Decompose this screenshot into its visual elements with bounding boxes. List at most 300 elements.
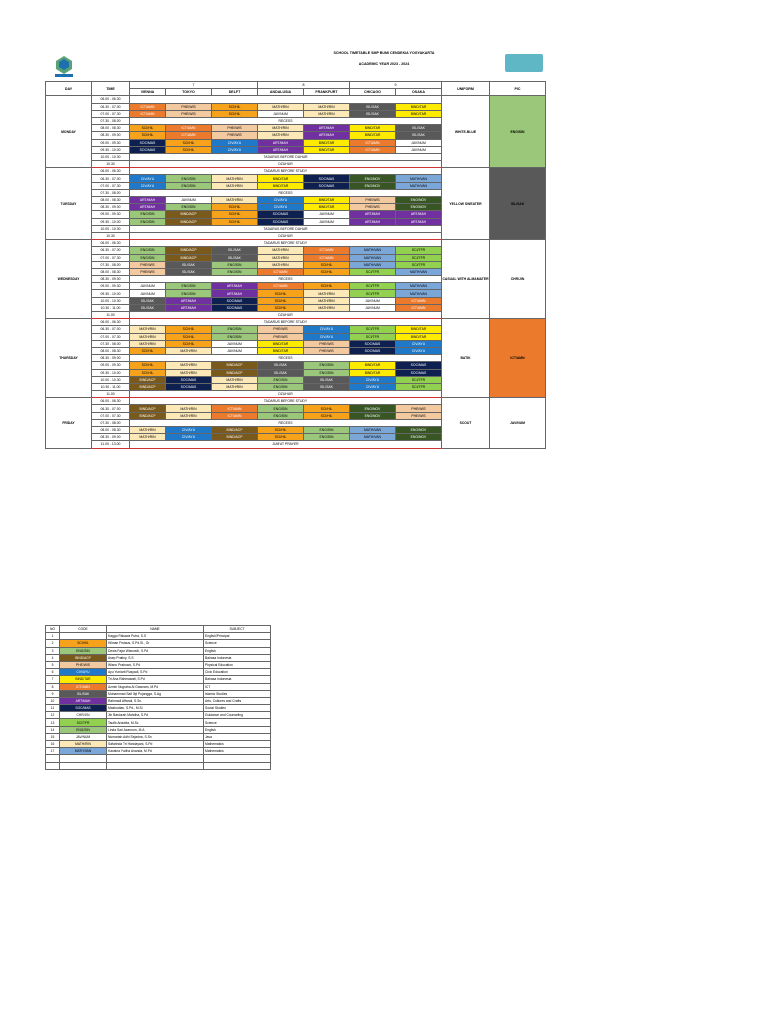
lesson-cell: SCI/TFR <box>396 261 442 268</box>
lesson-cell: SOC/MAS <box>212 297 258 304</box>
lesson-cell: SCI/HIL <box>130 369 166 376</box>
span-activity: RECESS <box>130 117 442 124</box>
legend-name: Tri Ana Rahmawati, S.Pd <box>107 676 204 683</box>
class-delft: DELFT <box>212 89 258 96</box>
time-slot: 10.30 <box>92 161 130 168</box>
timetable <box>45 81 546 449</box>
lesson-cell: ENG/SIN <box>212 326 258 333</box>
legend-name: Linda Sari Azarnum, M.A <box>107 726 204 733</box>
lesson-cell: ICT/AMN <box>212 405 258 412</box>
legend-name <box>107 762 204 769</box>
lesson-cell: ISL/SAK <box>396 125 442 132</box>
time-slot: 07.00 - 07.30 <box>92 254 130 261</box>
lesson-cell: MATH/RIN <box>130 340 166 347</box>
legend-code: BIND/ACP <box>60 654 107 661</box>
lesson-cell: BIND/ACP <box>166 218 212 225</box>
schedule-row <box>46 240 546 247</box>
lesson-cell: ICT/AMN <box>396 297 442 304</box>
lesson-cell: CIV/AYU <box>396 340 442 347</box>
lesson-cell: MATH/RIN <box>166 412 212 419</box>
uniform-cell: WHITE-BLUE <box>442 96 490 168</box>
lesson-cell: PHE/WIS <box>258 326 304 333</box>
time-slot: 06.30 - 07.00 <box>92 326 130 333</box>
grade-9: 9 <box>350 82 442 89</box>
lesson-cell: JAV/NUM <box>166 197 212 204</box>
time-slot: 07.30 - 08.00 <box>92 340 130 347</box>
lesson-cell: BIND/ACP <box>212 427 258 434</box>
legend-subject: Mathematics <box>204 741 271 748</box>
lesson-cell: BIND/TAR <box>258 175 304 182</box>
legend-name: Mashudian, S.Pd., M.Si <box>107 705 204 712</box>
lesson-cell: BIND/ACP <box>212 362 258 369</box>
span-activity: TADARUS BEFORE STUDY <box>130 240 442 247</box>
time-slot: 07.00 - 07.30 <box>92 412 130 419</box>
lesson-cell: ICT/AMN <box>258 283 304 290</box>
col-pic: PIC <box>490 82 546 96</box>
time-slot: 11.00 <box>92 391 130 398</box>
lesson-cell: BIND/TAR <box>304 139 350 146</box>
lesson-cell: SCI/HIL <box>212 211 258 218</box>
lesson-cell: MATH/RIN <box>304 297 350 304</box>
lesson-cell: ISL/SAK <box>166 268 212 275</box>
legend-code: JAV/NUM <box>60 733 107 740</box>
lesson-cell: BIND/ACP <box>166 211 212 218</box>
legend-code: ISL/SAK <box>60 690 107 697</box>
time-slot: 09.00 - 09.30 <box>92 211 130 218</box>
time-slot: 09.00 - 09.30 <box>92 362 130 369</box>
lesson-cell: BIND/TAR <box>396 326 442 333</box>
legend-subject: Social Studies <box>204 705 271 712</box>
lesson-cell: MATH/RIN <box>130 434 166 441</box>
lesson-cell: PHE/WIS <box>396 405 442 412</box>
lesson-cell: MATH/RIN <box>166 369 212 376</box>
lesson-cell: ISL/SAK <box>212 247 258 254</box>
legend-code: CHR/JIN <box>60 712 107 719</box>
lesson-cell: SCI/TFR <box>396 376 442 383</box>
legend-subject: Science <box>204 719 271 726</box>
legend-no <box>46 762 60 769</box>
lesson-cell: JAV/NUM <box>212 340 258 347</box>
lesson-cell: JAV/NUM <box>350 297 396 304</box>
day-label: MONDAY <box>46 96 92 168</box>
lesson-cell: MATH/RIN <box>258 125 304 132</box>
lesson-cell: ART/MAH <box>130 197 166 204</box>
lesson-cell: MATH/RIN <box>258 132 304 139</box>
lesson-cell: ICT/AMN <box>258 268 304 275</box>
lesson-cell: SCI/HIL <box>130 125 166 132</box>
legend-code: CIV/AYU <box>60 669 107 676</box>
legend-no: 8 <box>46 683 60 690</box>
class-vienna: VIENNA <box>130 89 166 96</box>
lesson-cell: ENG/NOV <box>350 412 396 419</box>
lesson-cell: ENG/SIN <box>258 383 304 390</box>
time-slot: 09.30 - 10.00 <box>92 218 130 225</box>
lesson-cell: ART/MAH <box>258 146 304 153</box>
lesson-cell: BIND/TAR <box>396 333 442 340</box>
lesson-cell: BIND/TAR <box>304 197 350 204</box>
time-slot: 06.30 - 07.00 <box>92 103 130 110</box>
lesson-cell: SOC/MAS <box>130 139 166 146</box>
legend-name: Taufik Ariawita, M.Sc <box>107 719 204 726</box>
time-slot: 07.30 - 08.00 <box>92 117 130 124</box>
time-slot: 10.00 - 10.30 <box>92 225 130 232</box>
lesson-cell: BIND/TAR <box>304 146 350 153</box>
lesson-cell: MATH/RIN <box>212 383 258 390</box>
lesson-cell: ENG/NOV <box>396 434 442 441</box>
lesson-cell: PHE/WIS <box>396 412 442 419</box>
class-tokyo: TOKYO <box>166 89 212 96</box>
lesson-cell: ART/MAH <box>212 290 258 297</box>
day-label: TUESDAY <box>46 168 92 240</box>
lesson-cell: SOC/MAS <box>212 304 258 311</box>
lesson-cell: SCI/HIL <box>212 218 258 225</box>
lesson-cell: ART/MAH <box>166 304 212 311</box>
time-slot: 08.00 - 08.30 <box>92 125 130 132</box>
class-osaka: OSAKA <box>396 89 442 96</box>
time-slot: 08.30 - 09.00 <box>92 355 130 362</box>
lesson-cell: ISL/SAK <box>350 110 396 117</box>
legend-name: Muhammad Saif Ibji Pujangga, S.Ag <box>107 690 204 697</box>
legend-name: Safarinda Tri Handayani, S.Pd <box>107 741 204 748</box>
lesson-cell: SCI/TFR <box>350 326 396 333</box>
time-slot: 11.00 - 13.00 <box>92 441 130 448</box>
time-slot: 11.00 <box>92 312 130 319</box>
pic-cell: ICT/AMN <box>490 319 546 398</box>
lesson-cell: JAV/NUM <box>130 290 166 297</box>
legend-no: 1 <box>46 633 60 640</box>
lesson-cell: BIND/ACP <box>166 254 212 261</box>
legend-subject: Bahasa Indonesia <box>204 654 271 661</box>
lesson-cell: BIND/TAR <box>258 347 304 354</box>
legend-subject: Arts, Cultures and Crafts <box>204 697 271 704</box>
col-day: DAY <box>46 82 92 96</box>
col-time: TIME <box>92 82 130 96</box>
legend-row <box>46 654 271 661</box>
lesson-cell: MATH/VAN <box>396 182 442 189</box>
lesson-cell: BIND/TAR <box>396 103 442 110</box>
time-slot: 07.00 - 07.30 <box>92 333 130 340</box>
lesson-cell: MATH/VAN <box>350 247 396 254</box>
time-slot: 07.30 - 08.00 <box>92 261 130 268</box>
legend-code: MATH/RIN <box>60 741 107 748</box>
lesson-cell: ICT/AMN <box>304 247 350 254</box>
legend-subject: Islamic Studies <box>204 690 271 697</box>
legend-row <box>46 741 271 748</box>
lesson-cell: CIV/AYU <box>166 427 212 434</box>
lesson-cell: BIND/TAR <box>258 182 304 189</box>
lesson-cell: ENG/SIN <box>166 204 212 211</box>
lesson-cell: ENG/SIN <box>130 247 166 254</box>
lesson-cell: SCI/HIL <box>166 326 212 333</box>
lesson-cell: SCI/HIL <box>166 340 212 347</box>
legend-row <box>46 633 271 640</box>
lesson-cell: BIND/ACP <box>212 434 258 441</box>
legend-code: BIND/TAR <box>60 676 107 683</box>
lesson-cell: CIV/AYU <box>304 333 350 340</box>
lesson-cell: SCI/HIL <box>166 146 212 153</box>
lesson-cell: BIND/TAR <box>350 362 396 369</box>
lesson-cell: ICT/AMN <box>130 110 166 117</box>
lesson-cell: ISL/SAK <box>130 304 166 311</box>
lesson-cell: CIV/AYU <box>396 347 442 354</box>
lesson-cell: SOC/MAS <box>304 175 350 182</box>
span-activity: DZUHUR <box>130 391 442 398</box>
legend-name: Kavalea Yudha Ananda, M.Pd <box>107 748 204 755</box>
legend-row <box>46 683 271 690</box>
grade-7: 7 <box>130 82 258 89</box>
lesson-cell: MATH/RIN <box>304 290 350 297</box>
legend-row <box>46 661 271 668</box>
lesson-cell: MATH/RIN <box>166 347 212 354</box>
lesson-cell: ISL/SAK <box>130 297 166 304</box>
time-slot: 08.00 - 08.30 <box>92 347 130 354</box>
lesson-cell: BIND/TAR <box>304 204 350 211</box>
grade-8: 8 <box>258 82 350 89</box>
lesson-cell: ICT/AMN <box>130 103 166 110</box>
lesson-cell: ENG/SIN <box>166 290 212 297</box>
lesson-cell: SOC/MAS <box>350 340 396 347</box>
lesson-cell: MATH/VAN <box>396 175 442 182</box>
span-activity: RECESS <box>130 189 442 196</box>
schedule-row <box>46 168 546 175</box>
span-activity: DZUHUR <box>130 312 442 319</box>
legend-subject: Physical Education <box>204 661 271 668</box>
time-slot: 06.30 - 07.00 <box>92 175 130 182</box>
legend-no: 10 <box>46 697 60 704</box>
lesson-cell: MATH/RIN <box>212 175 258 182</box>
lesson-cell: SCI/HIL <box>212 204 258 211</box>
lesson-cell: ENG/SIN <box>130 211 166 218</box>
legend-row <box>46 690 271 697</box>
lesson-cell: SCI/TFR <box>396 247 442 254</box>
legend-no: 17 <box>46 748 60 755</box>
legend-subject: Civic Education <box>204 669 271 676</box>
lesson-cell: BIND/ACP <box>212 369 258 376</box>
lesson-cell: BIND/TAR <box>396 110 442 117</box>
lesson-cell: MATH/RIN <box>258 261 304 268</box>
uniform-cell: CASUAL WITH ALMAMATER <box>442 240 490 319</box>
legend-row <box>46 755 271 762</box>
lesson-cell: BIND/TAR <box>350 132 396 139</box>
lesson-cell: SOC/MAS <box>396 369 442 376</box>
pic-cell: ENG/SIN <box>490 96 546 168</box>
lesson-cell: SCI/HIL <box>304 268 350 275</box>
school-logo <box>52 54 76 78</box>
legend-name: Asep Pratiny, S.S <box>107 654 204 661</box>
lesson-cell: SCI/HIL <box>258 304 304 311</box>
lesson-cell: MATH/RIN <box>212 197 258 204</box>
uniform-cell: BATIK <box>442 319 490 398</box>
lesson-cell: MATH/VAN <box>350 434 396 441</box>
legend-code: SOC/MAS <box>60 705 107 712</box>
lesson-cell: MATH/RIN <box>258 247 304 254</box>
lesson-cell: SCI/HIL <box>130 347 166 354</box>
lesson-cell: SCI/HIL <box>258 297 304 304</box>
time-slot: 06.00 - 06.30 <box>92 319 130 326</box>
schedule-row <box>46 96 546 103</box>
schedule-row <box>46 319 546 326</box>
legend-code: ART/MAH <box>60 697 107 704</box>
lesson-cell: SOC/MAS <box>166 376 212 383</box>
lesson-cell: ENG/NOV <box>396 204 442 211</box>
lesson-cell: ICT/AMN <box>304 254 350 261</box>
lesson-cell: PHE/WIS <box>350 204 396 211</box>
time-slot: 09.00 - 09.30 <box>92 283 130 290</box>
lesson-cell: SCI/HIL <box>212 103 258 110</box>
time-slot: 06.00 - 06.30 <box>92 240 130 247</box>
lesson-cell: PHE/WIS <box>350 197 396 204</box>
academic-year: ACADEMIC YEAR 2023 - 2024 <box>358 62 410 66</box>
lesson-cell: SCI/HIL <box>166 333 212 340</box>
lesson-cell: SOC/MAS <box>350 347 396 354</box>
lesson-cell: SCI/TFR <box>396 254 442 261</box>
lesson-cell: ENG/NOV <box>396 197 442 204</box>
legend-row <box>46 640 271 647</box>
lesson-cell: ART/MAH <box>258 139 304 146</box>
lesson-cell: ART/MAH <box>212 283 258 290</box>
day-label: FRIDAY <box>46 398 92 448</box>
span-activity: DZUHUR <box>130 232 442 239</box>
lesson-cell: ENG/SIN <box>212 333 258 340</box>
lesson-cell: ENG/SIN <box>212 268 258 275</box>
time-slot: 10.00 - 10.30 <box>92 376 130 383</box>
legend-code: ENG/SIN <box>60 726 107 733</box>
time-slot: 08.00 - 08.30 <box>92 268 130 275</box>
time-slot: 10.00 - 10.30 <box>92 153 130 160</box>
lesson-cell: CIV/AYU <box>258 197 304 204</box>
lesson-cell: SCI/TFR <box>350 290 396 297</box>
lesson-cell: PHE/WIS <box>304 340 350 347</box>
time-slot: 08.00 - 08.30 <box>92 427 130 434</box>
lesson-cell: ICT/AMN <box>350 139 396 146</box>
lesson-cell: SCI/HIL <box>258 427 304 434</box>
lesson-cell: PHE/WIS <box>258 333 304 340</box>
legend-subject: Java <box>204 733 271 740</box>
time-slot: 10.00 - 10.30 <box>92 297 130 304</box>
legend-header: NAME <box>107 626 204 633</box>
lesson-cell: CIV/AYU <box>130 175 166 182</box>
legend-row <box>46 705 271 712</box>
lesson-cell: MATH/RIN <box>166 405 212 412</box>
lesson-cell: ISL/SAK <box>212 254 258 261</box>
lesson-cell: ART/MAH <box>130 204 166 211</box>
lesson-cell: SCI/HIL <box>130 362 166 369</box>
span-activity: TADARUS BEFORE STUDY <box>130 398 442 405</box>
lesson-cell: MATH/VAN <box>350 254 396 261</box>
lesson-cell: ISL/SAK <box>304 376 350 383</box>
timetable-title: SCHOOL TIMETABLE SMP BUMI CENDEKIA YOGYAKARTA <box>333 51 435 55</box>
lesson-cell: CIV/AYU <box>166 434 212 441</box>
time-slot: 09.30 - 10.00 <box>92 290 130 297</box>
lesson-cell: SCI/HIL <box>212 110 258 117</box>
time-slot: 08.30 - 09.00 <box>92 204 130 211</box>
lesson-cell: ENG/NOV <box>350 175 396 182</box>
legend-row <box>46 712 271 719</box>
time-slot: 06.30 - 07.00 <box>92 247 130 254</box>
lesson-cell: MATH/RIN <box>304 110 350 117</box>
lesson-cell: ART/MAH <box>166 297 212 304</box>
legend-no <box>46 755 60 762</box>
lesson-cell: BIND/ACP <box>130 405 166 412</box>
legend-no: 2 <box>46 640 60 647</box>
time-slot: 07.00 - 07.30 <box>92 110 130 117</box>
lesson-cell: SCI/HIL <box>304 283 350 290</box>
span-activity: TADARUS BEFORE STUDY <box>130 319 442 326</box>
legend-header: SUBJECT <box>204 626 271 633</box>
span-activity: TADARUS BEFORE DUHUR <box>130 153 442 160</box>
teacher-legend <box>45 625 271 770</box>
lesson-cell: PHE/WIS <box>212 132 258 139</box>
legend-no: 7 <box>46 676 60 683</box>
lesson-cell: JAV/NUM <box>396 146 442 153</box>
lesson-cell: PHE/WIS <box>166 110 212 117</box>
lesson-cell: MATH/RIN <box>304 304 350 311</box>
legend-row <box>46 676 271 683</box>
legend-code: SCI/HIL <box>60 640 107 647</box>
legend-no: 14 <box>46 726 60 733</box>
pic-cell: ISL/SAK <box>490 168 546 240</box>
lesson-cell: MATH/VAN <box>350 261 396 268</box>
span-activity: TADARUS BEFORE STUDY <box>130 168 442 175</box>
lesson-cell: ISL/SAK <box>350 103 396 110</box>
legend-name: Ayu Yuniarti Rusyadi, S.Pd <box>107 669 204 676</box>
legend-no: 4 <box>46 654 60 661</box>
legend-no: 3 <box>46 647 60 654</box>
legend-header: CODE <box>60 626 107 633</box>
lesson-cell: ENG/SIN <box>166 182 212 189</box>
legend-name: Kaggo Pakawa Putra, S.S <box>107 633 204 640</box>
legend-name: Numariah Adhi Sejadna, S.Sn <box>107 733 204 740</box>
lesson-cell: JAV/NUM <box>212 347 258 354</box>
lesson-cell: BIND/ACP <box>130 383 166 390</box>
lesson-cell: JAV/NUM <box>396 139 442 146</box>
lesson-cell: BIND/TAR <box>258 340 304 347</box>
lesson-cell: ISL/SAK <box>304 383 350 390</box>
lesson-cell: ENG/SIN <box>258 412 304 419</box>
legend-header: NO <box>46 626 60 633</box>
span-activity: JUM'AT PRAYER <box>130 441 442 448</box>
lesson-cell: ISL/SAK <box>258 369 304 376</box>
legend-subject: English <box>204 647 271 654</box>
lesson-cell: SCI/HIL <box>304 261 350 268</box>
legend-subject: English/Principal <box>204 633 271 640</box>
class-chicago: CHICAGO <box>350 89 396 96</box>
lesson-cell: MATH/RIN <box>212 376 258 383</box>
lesson-cell: SOC/MAS <box>304 182 350 189</box>
lesson-cell: ENG/NOV <box>396 427 442 434</box>
class-frankfurt: FRANKFURT <box>304 89 350 96</box>
lesson-cell: CIV/AYU <box>350 376 396 383</box>
lesson-cell: MATH/RIN <box>258 254 304 261</box>
legend-name: Jin Basturah Mahdha, S.Pd <box>107 712 204 719</box>
legend-subject <box>204 755 271 762</box>
lesson-cell: JAV/NUM <box>258 110 304 117</box>
lesson-cell: MATH/RIN <box>130 326 166 333</box>
legend-name: Hilman Firdaus, S.Pd.Si., Gr <box>107 640 204 647</box>
lesson-cell: SCI/HIL <box>258 434 304 441</box>
lesson-cell: SOC/MAS <box>396 362 442 369</box>
lesson-cell: SCI/TFR <box>350 283 396 290</box>
lesson-cell: ENG/NOV <box>350 182 396 189</box>
lesson-cell: SOC/MAS <box>258 218 304 225</box>
lesson-cell: BIND/ACP <box>130 376 166 383</box>
legend-subject: ICT <box>204 683 271 690</box>
legend-no: 6 <box>46 669 60 676</box>
lesson-cell: ENG/SIN <box>304 434 350 441</box>
lesson-cell: ISL/SAK <box>258 362 304 369</box>
legend-subject: Guidance and Counseling <box>204 712 271 719</box>
legend-no: 9 <box>46 690 60 697</box>
